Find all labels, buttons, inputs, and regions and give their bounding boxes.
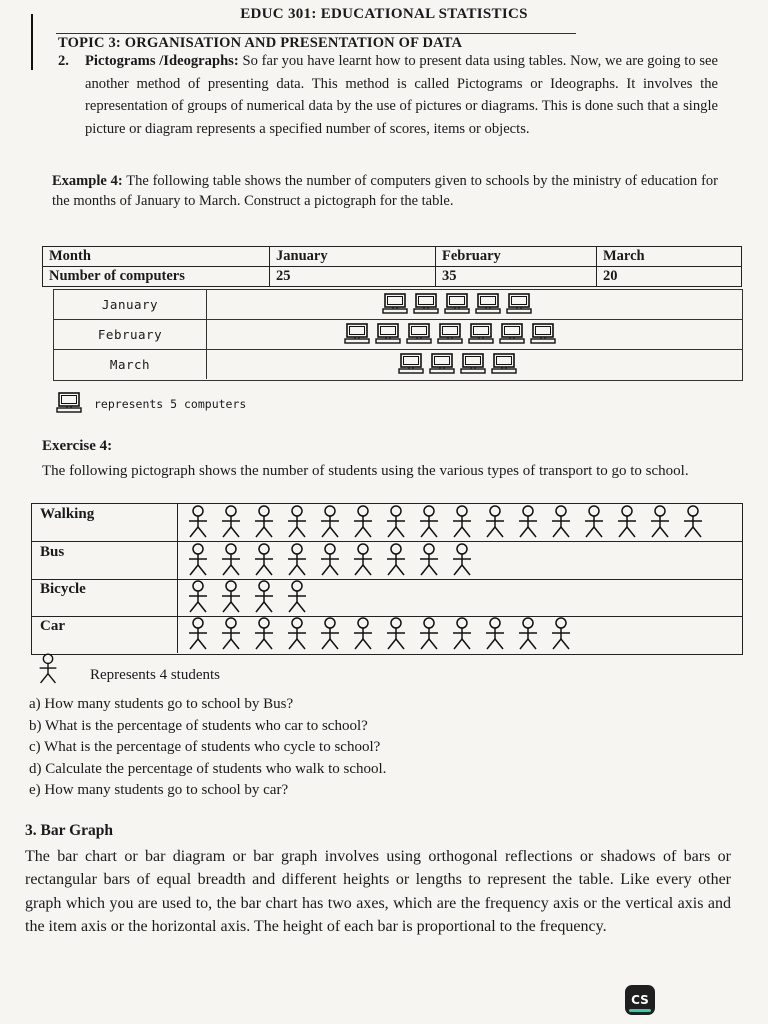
stick-figure-icon xyxy=(448,617,476,651)
transport-label: Walking xyxy=(32,504,178,541)
stick-figure-icon xyxy=(250,505,278,539)
computer-icon xyxy=(413,293,439,315)
computer-icon xyxy=(506,293,532,315)
computers-table xyxy=(42,246,742,287)
computer-icon xyxy=(468,323,494,345)
computer-icon xyxy=(475,293,501,315)
question-e: e) How many students go to school by car? xyxy=(29,782,289,798)
question-c: c) What is the percentage of students who cycle to school? xyxy=(29,739,381,755)
stick-figure-icon xyxy=(646,505,674,539)
table-row xyxy=(43,247,742,267)
table-row xyxy=(43,267,742,287)
example-4 xyxy=(52,171,718,211)
month-january: January xyxy=(270,247,436,267)
stick-figure-icon xyxy=(514,617,542,651)
computer-icon xyxy=(398,353,424,375)
section-2-text xyxy=(85,50,718,140)
transport-pictograph xyxy=(31,503,743,655)
example-4-text: The following table shows the number of computers given to schools by the ministry of education for the months of January to March. Construct a pictograph for the table. xyxy=(52,173,718,209)
stick-figure-icon xyxy=(382,617,410,651)
exercise-4-intro: The following pictograph shows the number of students using the various types of transport to go to school. xyxy=(42,463,689,479)
computer-icon xyxy=(437,323,463,345)
stick-figure-icon xyxy=(283,580,311,614)
stick-figure-icon xyxy=(250,543,278,577)
pictograph-icons xyxy=(382,293,532,315)
stick-figure-icon xyxy=(481,505,509,539)
stick-figure-icon xyxy=(547,505,575,539)
section-3-heading: 3. Bar Graph xyxy=(25,822,113,839)
stick-figure-icon xyxy=(448,543,476,577)
question-b: b) What is the percentage of students who car to school? xyxy=(29,717,368,734)
stick-figure-icon xyxy=(217,580,245,614)
transport-figures xyxy=(184,617,580,651)
stick-figure-icon xyxy=(349,505,377,539)
computer-icon xyxy=(429,353,455,375)
month-february: February xyxy=(436,247,597,267)
transport-label: Bicycle xyxy=(32,579,178,616)
computer-icon xyxy=(56,392,82,414)
stick-figure-icon xyxy=(448,505,476,539)
transport-figures xyxy=(184,543,481,577)
computer-legend-icon xyxy=(56,392,82,414)
camscanner-logo: CS xyxy=(625,985,655,1015)
stick-figure-icon xyxy=(184,505,212,539)
pictograph-label: January xyxy=(54,290,207,319)
computer-icon xyxy=(375,323,401,345)
stick-figure-icon xyxy=(250,617,278,651)
computer-icon xyxy=(344,323,370,345)
stick-figure-icon xyxy=(217,505,245,539)
section-2-heading: Pictograms /Ideographs: xyxy=(85,53,239,69)
pictograph-label: March xyxy=(54,350,207,379)
stick-figure-icon xyxy=(382,505,410,539)
stick-figure-icon xyxy=(481,617,509,651)
student-legend-icon xyxy=(35,652,66,686)
stick-figure-icon xyxy=(316,543,344,577)
computer-icon xyxy=(406,323,432,345)
stick-figure-icon xyxy=(184,617,212,651)
pictograph-row-february xyxy=(54,320,742,350)
stick-figure-icon xyxy=(217,617,245,651)
student-legend-text: Represents 4 students xyxy=(90,667,220,683)
pictograph-label: February xyxy=(54,320,207,349)
pictograph-icons xyxy=(398,353,517,375)
stick-figure-icon xyxy=(349,617,377,651)
section-3-body: The bar chart or bar diagram or bar graph involves using orthogonal reflections or shadows of bars or rectangular bars of equal breadth and different heights or lengths to represent the table. Like every other graph which you are used to, the bar chart has two axes, which are the frequency axis or the vertical axis and the item axis or the horizontal axis. The height of each bar is proportional to the frequency. xyxy=(25,848,731,935)
transport-figures xyxy=(184,505,712,539)
count-january: 25 xyxy=(270,267,436,287)
stick-figure-icon xyxy=(184,543,212,577)
stick-figure-icon xyxy=(547,617,575,651)
computer-icon xyxy=(530,323,556,345)
stick-figure-icon xyxy=(580,505,608,539)
stick-figure-icon xyxy=(382,543,410,577)
stick-figure-icon xyxy=(415,617,443,651)
computer-icon xyxy=(499,323,525,345)
transport-label: Bus xyxy=(32,542,178,579)
stick-figure-icon xyxy=(679,505,707,539)
row-header-count: Number of computers xyxy=(43,267,270,287)
stick-figure-icon xyxy=(35,652,61,686)
transport-figures xyxy=(184,580,316,614)
question-a: a) How many students go to school by Bus? xyxy=(29,696,294,712)
stick-figure-icon xyxy=(250,580,278,614)
stick-figure-icon xyxy=(283,617,311,651)
topic-title: TOPIC 3: ORGANISATION AND PRESENTATION OF DATA xyxy=(58,35,463,51)
pictograph-icons xyxy=(344,323,556,345)
exercise-questions xyxy=(29,694,386,802)
stick-figure-icon xyxy=(613,505,641,539)
pictograph-row-january xyxy=(54,290,742,320)
stick-figure-icon xyxy=(514,505,542,539)
section-2-body: So far you have learnt how to present data using tables. Now, we are going to see another method of presenting data. This method is called Pictograms or Ideographs. It involves the representation of groups of numerical data by the use of pictures or diagrams. This is done such that a single picture or diagram represents a specified number of scores, items or objects. xyxy=(85,53,718,137)
example-4-label: Example 4: xyxy=(52,173,123,189)
stick-figure-icon xyxy=(349,543,377,577)
pictograph-row-march xyxy=(54,350,742,379)
month-march: March xyxy=(597,247,742,267)
count-march: 20 xyxy=(597,267,742,287)
stick-figure-icon xyxy=(283,543,311,577)
transport-label: Car xyxy=(32,616,178,653)
section-2 xyxy=(58,50,718,140)
count-february: 35 xyxy=(436,267,597,287)
stick-figure-icon xyxy=(217,543,245,577)
course-title: EDUC 301: EDUCATIONAL STATISTICS xyxy=(240,6,528,22)
exercise-4-heading: Exercise 4: xyxy=(42,438,113,454)
section-2-number: 2. xyxy=(58,53,69,69)
stick-figure-icon xyxy=(283,505,311,539)
stick-figure-icon xyxy=(184,580,212,614)
transport-row-bus xyxy=(32,542,742,580)
transport-row-bicycle xyxy=(32,579,742,617)
computer-legend-text: represents 5 computers xyxy=(94,397,247,411)
row-header-month: Month xyxy=(43,247,270,267)
computer-icon xyxy=(491,353,517,375)
stick-figure-icon xyxy=(415,543,443,577)
stick-figure-icon xyxy=(316,617,344,651)
computer-icon xyxy=(460,353,486,375)
stick-figure-icon xyxy=(316,505,344,539)
stick-figure-icon xyxy=(415,505,443,539)
question-d: d) Calculate the percentage of students who walk to school. xyxy=(29,760,387,777)
title-rule xyxy=(56,33,576,34)
computer-icon xyxy=(444,293,470,315)
computer-icon xyxy=(382,293,408,315)
computers-pictograph xyxy=(53,289,743,381)
transport-row-car xyxy=(32,616,742,653)
transport-row-walking xyxy=(32,504,742,542)
